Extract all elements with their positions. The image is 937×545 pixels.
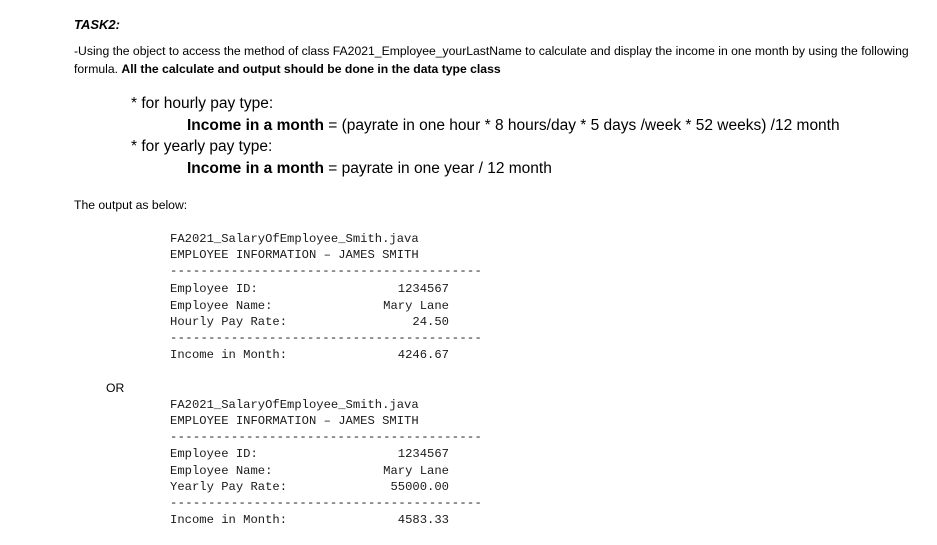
output2-file: FA2021_SalaryOfEmployee_Smith.java [170, 398, 419, 412]
output1-rate-label: Hourly Pay Rate: [170, 315, 288, 329]
output1-income-label: Income in Month: [170, 348, 288, 362]
output1-name-label: Employee Name: [170, 299, 273, 313]
task-title: TASK2: [74, 17, 120, 32]
output2-divider-bottom: ----------------------------------------- [170, 496, 483, 510]
output1-id-label: Employee ID: [170, 282, 258, 296]
hourly-heading: * for hourly pay type: [131, 95, 274, 112]
yearly-formula [187, 160, 552, 178]
output2-income-label: Income in Month: [170, 513, 288, 527]
hourly-formula-bold: Income in a month [187, 117, 324, 134]
output2-name-value: Mary Lane [383, 464, 449, 478]
yearly-heading: * for yearly pay type: [131, 138, 273, 155]
yearly-formula-bold: Income in a month [187, 160, 324, 177]
output2-income-value: 4583.33 [397, 513, 449, 527]
output1-rate-value: 24.50 [412, 315, 449, 329]
output1-header: EMPLOYEE INFORMATION – JAMES SMITH [170, 248, 419, 262]
output1-file: FA2021_SalaryOfEmployee_Smith.java [170, 232, 419, 246]
output2-rate-value: 55000.00 [390, 480, 449, 494]
yearly-formula-rest: = payrate in one year / 12 month [323, 160, 552, 177]
description-text: -Using the object to access the method of class FA2021_Employee_yourLastName to calculate and display the income in one month by using the following formula. [74, 44, 909, 76]
output1-id-value: 1234567 [397, 282, 449, 296]
hourly-formula-rest: = (payrate in one hour * 8 hours/day * 5 days /week * 52 weeks) /12 month [323, 117, 840, 134]
output2-id-label: Employee ID: [170, 447, 258, 461]
output2-rate-label: Yearly Pay Rate: [170, 480, 288, 494]
output2-name-label: Employee Name: [170, 464, 273, 478]
or-label: OR [106, 381, 125, 395]
output1-divider-bottom: ----------------------------------------- [170, 331, 483, 345]
task-description [74, 42, 914, 78]
output2-id-value: 1234567 [397, 447, 449, 461]
hourly-formula [187, 117, 840, 135]
output2-divider-top: ----------------------------------------- [170, 430, 483, 444]
output1-name-value: Mary Lane [383, 299, 449, 313]
description-bold-text: All the calculate and output should be done in the data type class [121, 62, 501, 76]
output1-income-value: 4246.67 [397, 348, 449, 362]
output1-divider-top: ----------------------------------------- [170, 264, 483, 278]
output-label: The output as below: [74, 198, 188, 212]
output2-header: EMPLOYEE INFORMATION – JAMES SMITH [170, 414, 419, 428]
